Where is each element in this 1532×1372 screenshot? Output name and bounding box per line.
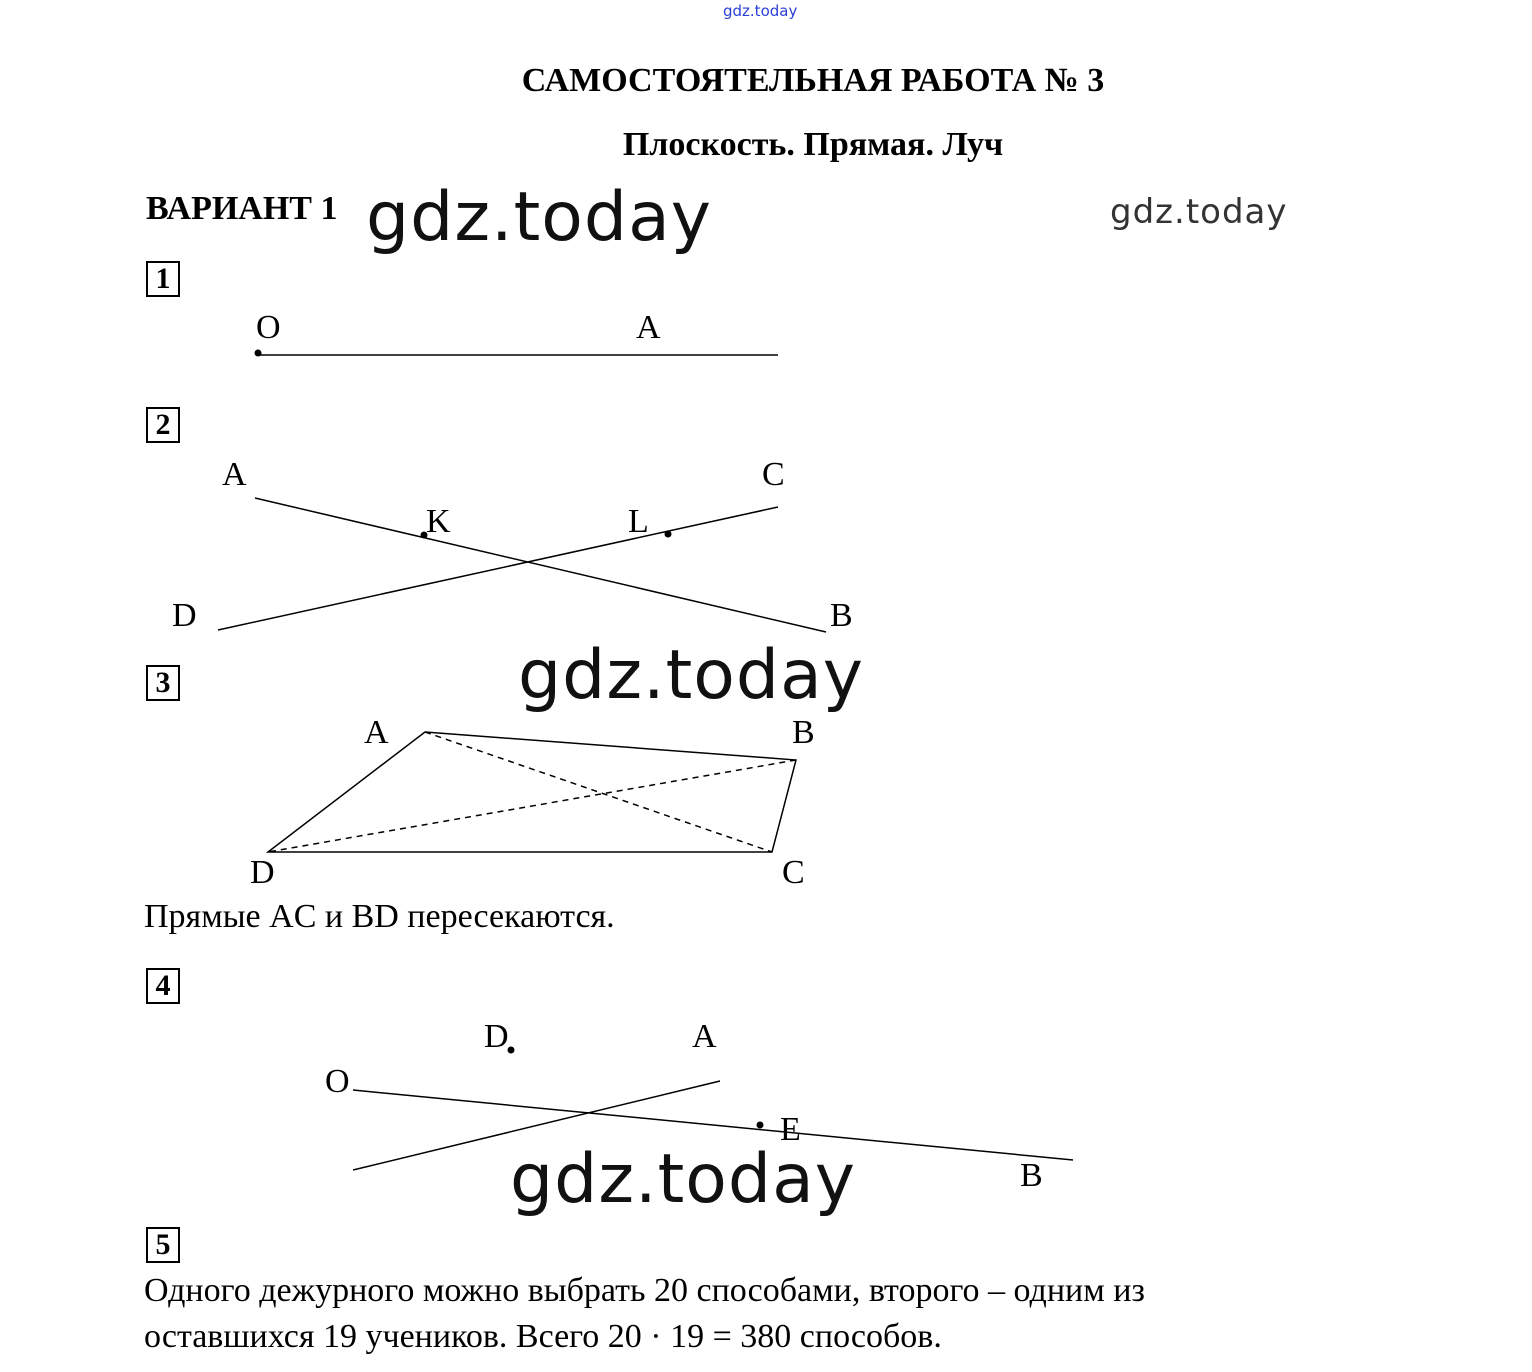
task-number-5: 5 [146,1227,180,1263]
top-watermark: gdz.today [723,2,798,20]
page-subtitle: Плоскость. Прямая. Луч [622,126,1004,163]
diagonal-bd [268,760,796,852]
task-number-2: 2 [146,407,180,443]
label-c: C [782,854,805,891]
label-k: K [426,503,451,540]
label-a: A [692,1018,717,1055]
label-b: B [792,714,815,751]
task-3-answer: Прямые AC и BD пересекаются. [144,898,615,935]
label-a: A [636,309,661,346]
line-ob [353,1090,1073,1160]
task-number-3: 3 [146,665,180,701]
point-l [665,531,672,538]
task-2-figure [172,456,853,634]
task-number-4: 4 [146,968,180,1004]
task-1-figure [255,309,779,357]
label-c: C [762,456,785,493]
label-a: A [364,714,389,751]
watermark-4: gdz.today [510,1140,856,1219]
line-ab [255,498,826,632]
label-e: E [780,1111,801,1148]
diagonal-ac [425,732,772,852]
page-title: САМОСТОЯТЕЛЬНАЯ РАБОТА № 3 [521,62,1105,99]
task-5-answer-line-1: Одного дежурного можно выбрать 20 способами, второго – одним из [144,1272,1145,1309]
watermark-1: gdz.today [366,178,712,257]
point-e [757,1122,764,1129]
label-d: D [484,1018,509,1055]
task-3-figure [250,714,815,891]
label-b: B [830,597,853,634]
task-5-answer-line-2: оставшихся 19 учеников. Всего 20 · 19 = 380 способов. [144,1318,942,1355]
watermark-2: gdz.today [1110,192,1288,232]
variant-label: ВАРИАНТ 1 [146,190,338,227]
line-a [353,1081,720,1170]
label-a: A [222,456,247,493]
watermark-3: gdz.today [518,636,864,715]
label-o: O [256,309,281,346]
point-o [255,350,262,357]
task-4-figure [325,1018,1073,1194]
label-d: D [172,597,197,634]
label-b: B [1020,1157,1043,1194]
line-dc [218,507,778,630]
label-d: D [250,854,275,891]
label-o: O [325,1063,350,1100]
quadrilateral-abcd [268,732,796,852]
label-l: L [628,503,649,540]
task-number-1: 1 [146,261,180,297]
